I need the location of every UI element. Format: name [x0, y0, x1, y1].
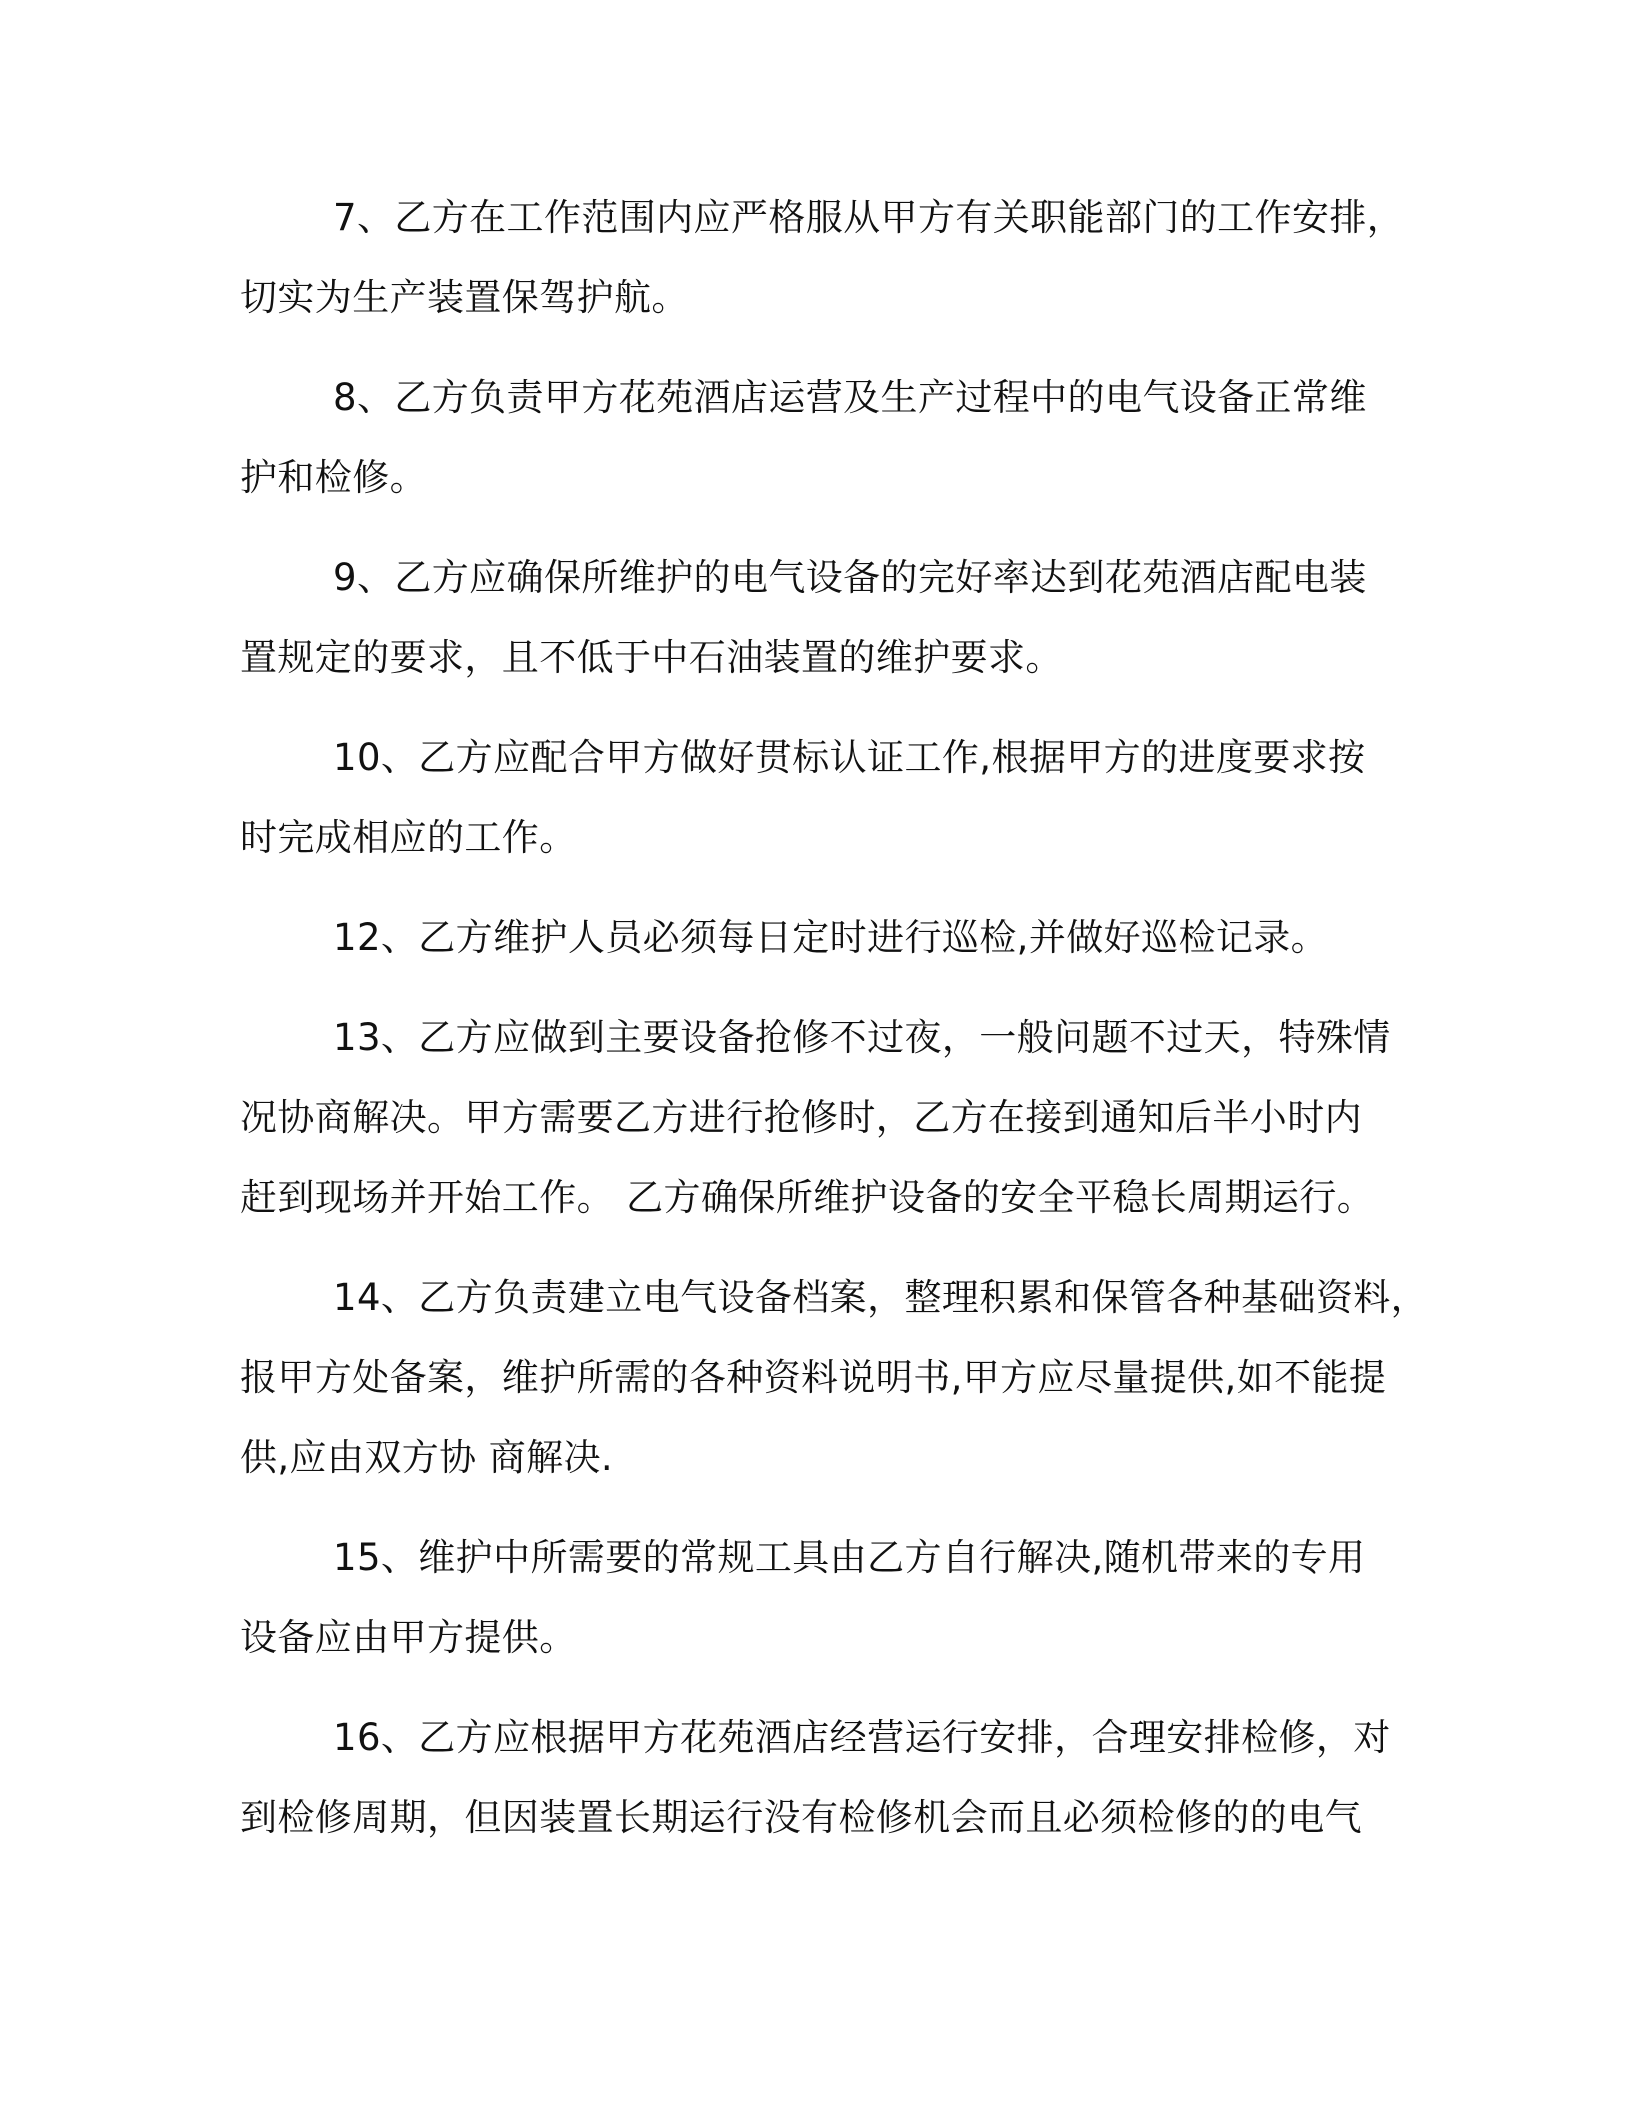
- clause-15-line-1: 15、维护中所需要的常规工具由乙方自行解决,随机带来的专用: [333, 1536, 1366, 1579]
- clause-7-line-2: 切实为生产装置保驾护航。: [240, 276, 689, 319]
- clause-10-line-2: 时完成相应的工作。: [240, 816, 577, 859]
- clause-12-line-1: 12、乙方维护人员必须每日定时进行巡检,并做好巡检记录。: [333, 916, 1329, 959]
- clause-9-line-2: 置规定的要求，且不低于中石油装置的维护要求。: [240, 636, 1063, 679]
- clause-13-line-3: 赶到现场并开始工作。 乙方确保所维护设备的安全平稳长周期运行。: [240, 1176, 1375, 1219]
- clause-16-line-2: 到检修周期，但因装置长期运行没有检修机会而且必须检修的的电气: [240, 1796, 1362, 1839]
- clause-13-line-2: 况协商解决。甲方需要乙方进行抢修时，乙方在接到通知后半小时内: [240, 1096, 1362, 1139]
- clause-8-line-2: 护和检修。: [240, 456, 427, 499]
- clause-7-line-1: 7、乙方在工作范围内应严格服从甲方有关职能部门的工作安排，: [333, 196, 1405, 239]
- clause-14-line-2: 报甲方处备案，维护所需的各种资料说明书,甲方应尽量提供,如不能提: [240, 1356, 1387, 1399]
- clause-9-line-1: 9、乙方应确保所维护的电气设备的完好率达到花苑酒店配电装: [333, 556, 1367, 599]
- clause-14-line-3: 供,应由双方协 商解决.: [240, 1436, 614, 1479]
- clause-15-line-2: 设备应由甲方提供。: [240, 1616, 577, 1659]
- clause-8-line-1: 8、乙方负责甲方花苑酒店运营及生产过程中的电气设备正常维: [333, 376, 1367, 419]
- clause-14-line-1: 14、乙方负责建立电气设备档案，整理积累和保管各种基础资料，: [333, 1276, 1429, 1319]
- clause-13-line-1: 13、乙方应做到主要设备抢修不过夜，一般问题不过天，特殊情: [333, 1016, 1391, 1059]
- clause-10-line-1: 10、乙方应配合甲方做好贯标认证工作,根据甲方的进度要求按: [333, 736, 1366, 779]
- clause-16-line-1: 16、乙方应根据甲方花苑酒店经营运行安排，合理安排检修，对: [333, 1716, 1391, 1759]
